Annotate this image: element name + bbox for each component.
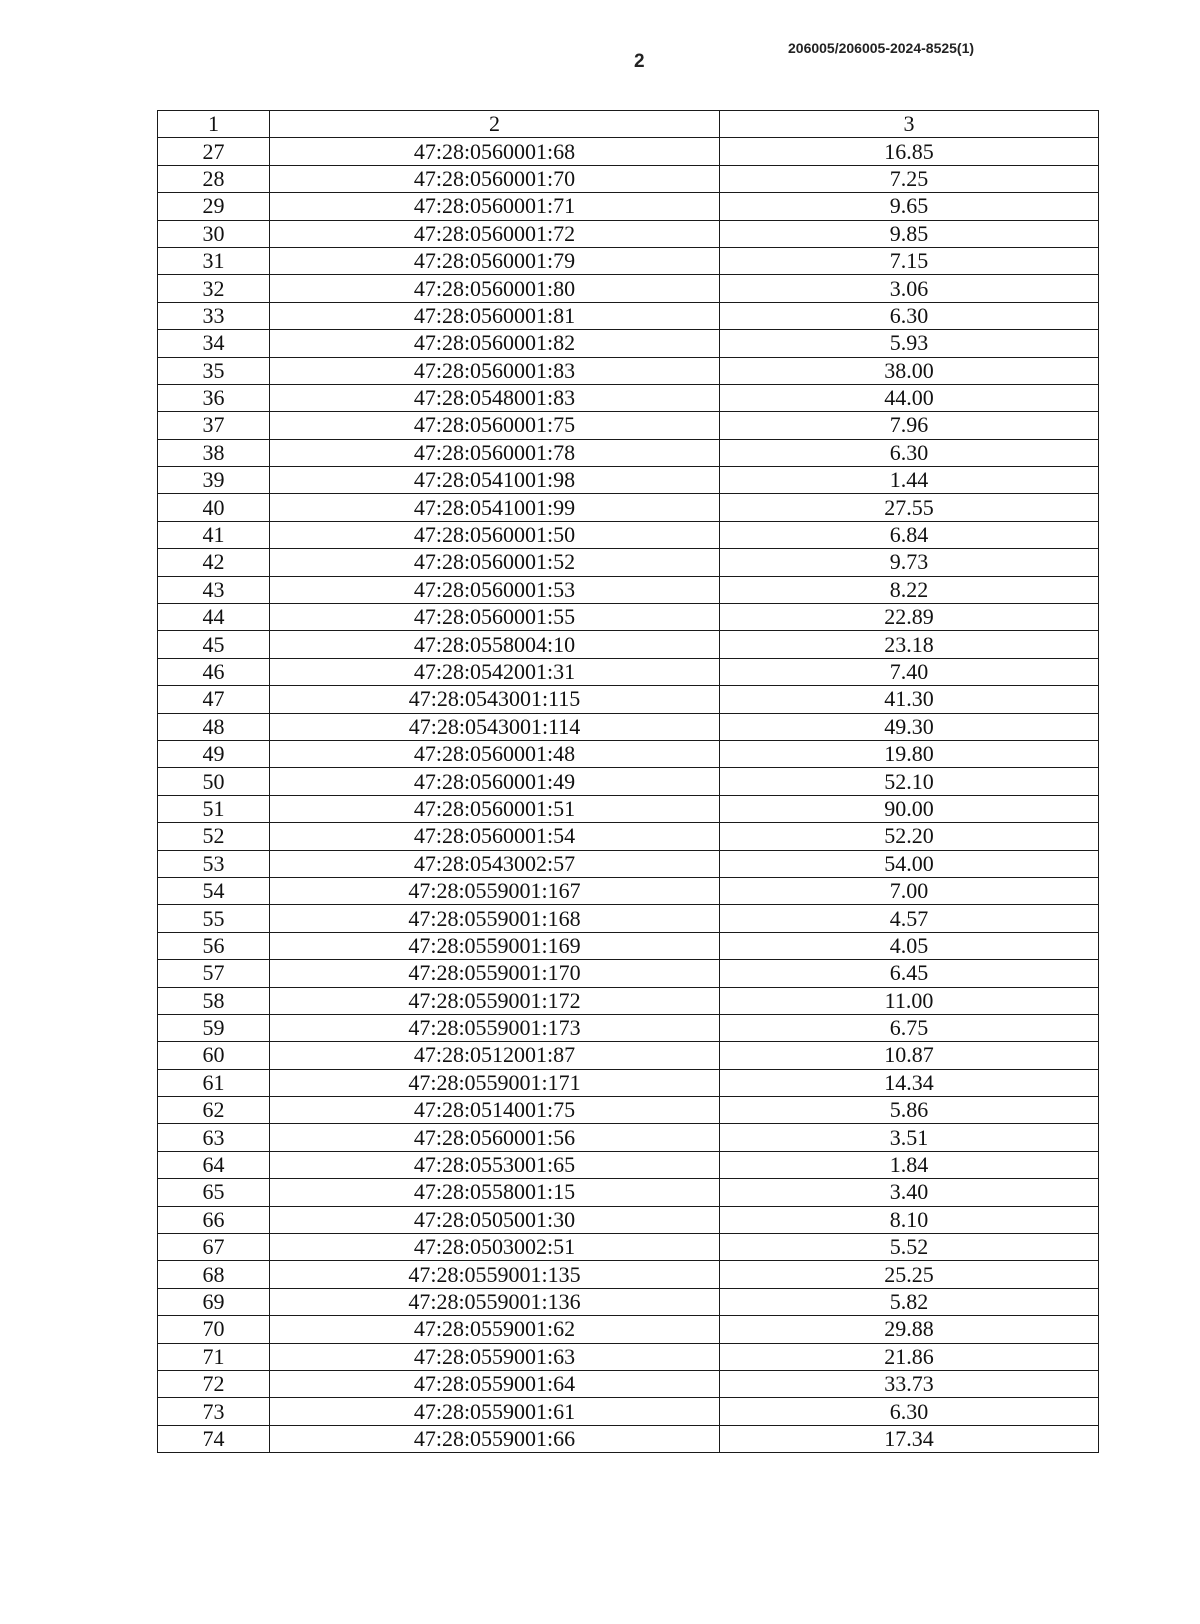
cell-number: 57 (158, 960, 270, 987)
table-row (158, 439, 1099, 466)
cell-cadastral-number: 47:28:0542001:31 (270, 658, 720, 685)
cell-value: 5.52 (720, 1234, 1099, 1261)
cell-value: 1.44 (720, 467, 1099, 494)
cell-value: 3.51 (720, 1124, 1099, 1151)
cell-number: 42 (158, 549, 270, 576)
cell-number: 60 (158, 1042, 270, 1069)
cell-cadastral-number: 47:28:0560001:80 (270, 275, 720, 302)
table-row (158, 1370, 1099, 1397)
cell-value: 21.86 (720, 1343, 1099, 1370)
cell-value: 4.05 (720, 932, 1099, 959)
table-row (158, 1316, 1099, 1343)
cell-cadastral-number: 47:28:0543001:114 (270, 713, 720, 740)
cell-cadastral-number: 47:28:0553001:65 (270, 1151, 720, 1178)
table-row (158, 960, 1099, 987)
cell-number: 28 (158, 165, 270, 192)
cell-number: 50 (158, 768, 270, 795)
cell-number: 46 (158, 658, 270, 685)
table-row (158, 193, 1099, 220)
table-row (158, 549, 1099, 576)
table-row (158, 1261, 1099, 1288)
cell-value: 7.00 (720, 877, 1099, 904)
data-table (157, 110, 1099, 1453)
table-row (158, 521, 1099, 548)
cell-cadastral-number: 47:28:0560001:68 (270, 138, 720, 165)
cell-cadastral-number: 47:28:0560001:50 (270, 521, 720, 548)
cell-cadastral-number: 47:28:0560001:82 (270, 330, 720, 357)
cell-value: 1.84 (720, 1151, 1099, 1178)
cell-number: 69 (158, 1288, 270, 1315)
cell-value: 90.00 (720, 795, 1099, 822)
cell-cadastral-number: 47:28:0560001:54 (270, 823, 720, 850)
cell-cadastral-number: 47:28:0503002:51 (270, 1234, 720, 1261)
table-row (158, 1234, 1099, 1261)
column-header-value: 3 (720, 111, 1099, 138)
cell-number: 54 (158, 877, 270, 904)
cell-cadastral-number: 47:28:0559001:135 (270, 1261, 720, 1288)
cell-value: 9.65 (720, 193, 1099, 220)
cell-cadastral-number: 47:28:0548001:83 (270, 384, 720, 411)
cell-value: 6.30 (720, 302, 1099, 329)
cell-value: 14.34 (720, 1069, 1099, 1096)
table-row (158, 1124, 1099, 1151)
cell-value: 6.30 (720, 1398, 1099, 1425)
cell-number: 38 (158, 439, 270, 466)
table-row (158, 1097, 1099, 1124)
table-row (158, 1343, 1099, 1370)
table-row (158, 357, 1099, 384)
cell-value: 54.00 (720, 850, 1099, 877)
table-row (158, 1206, 1099, 1233)
table-row (158, 412, 1099, 439)
cell-value: 29.88 (720, 1316, 1099, 1343)
table-row (158, 850, 1099, 877)
table-row (158, 165, 1099, 192)
cell-number: 62 (158, 1097, 270, 1124)
column-header-number: 1 (158, 111, 270, 138)
cell-value: 44.00 (720, 384, 1099, 411)
cell-cadastral-number: 47:28:0559001:167 (270, 877, 720, 904)
cell-cadastral-number: 47:28:0559001:61 (270, 1398, 720, 1425)
cell-value: 7.15 (720, 247, 1099, 274)
table-row (158, 1151, 1099, 1178)
cell-value: 8.10 (720, 1206, 1099, 1233)
cell-number: 74 (158, 1425, 270, 1452)
table-row (158, 604, 1099, 631)
cell-value: 49.30 (720, 713, 1099, 740)
cell-cadastral-number: 47:28:0559001:168 (270, 905, 720, 932)
cell-number: 39 (158, 467, 270, 494)
cell-value: 9.85 (720, 220, 1099, 247)
table-row (158, 795, 1099, 822)
cell-cadastral-number: 47:28:0560001:55 (270, 604, 720, 631)
cell-cadastral-number: 47:28:0543001:115 (270, 686, 720, 713)
table-row (158, 467, 1099, 494)
cell-number: 49 (158, 740, 270, 767)
table-row (158, 1069, 1099, 1096)
cell-value: 6.75 (720, 1014, 1099, 1041)
cell-cadastral-number: 47:28:0505001:30 (270, 1206, 720, 1233)
cell-number: 55 (158, 905, 270, 932)
cell-number: 63 (158, 1124, 270, 1151)
cell-number: 52 (158, 823, 270, 850)
cell-value: 52.10 (720, 768, 1099, 795)
cell-cadastral-number: 47:28:0560001:51 (270, 795, 720, 822)
cell-value: 16.85 (720, 138, 1099, 165)
cell-cadastral-number: 47:28:0559001:62 (270, 1316, 720, 1343)
table-row (158, 576, 1099, 603)
cell-cadastral-number: 47:28:0560001:49 (270, 768, 720, 795)
cell-number: 37 (158, 412, 270, 439)
cell-value: 33.73 (720, 1370, 1099, 1397)
cell-number: 48 (158, 713, 270, 740)
cell-cadastral-number: 47:28:0559001:66 (270, 1425, 720, 1452)
cell-value: 3.40 (720, 1179, 1099, 1206)
table-header-row (158, 111, 1099, 138)
cell-value: 11.00 (720, 987, 1099, 1014)
cell-number: 58 (158, 987, 270, 1014)
cell-number: 41 (158, 521, 270, 548)
cell-cadastral-number: 47:28:0560001:83 (270, 357, 720, 384)
table-row (158, 138, 1099, 165)
cell-cadastral-number: 47:28:0560001:53 (270, 576, 720, 603)
cell-cadastral-number: 47:28:0559001:172 (270, 987, 720, 1014)
table-row (158, 220, 1099, 247)
cell-value: 38.00 (720, 357, 1099, 384)
cell-value: 27.55 (720, 494, 1099, 521)
table-row (158, 1425, 1099, 1452)
cell-value: 17.34 (720, 1425, 1099, 1452)
table-row (158, 823, 1099, 850)
cell-cadastral-number: 47:28:0541001:99 (270, 494, 720, 521)
cell-number: 40 (158, 494, 270, 521)
cell-cadastral-number: 47:28:0560001:72 (270, 220, 720, 247)
table-row (158, 1398, 1099, 1425)
cell-cadastral-number: 47:28:0560001:56 (270, 1124, 720, 1151)
cell-cadastral-number: 47:28:0541001:98 (270, 467, 720, 494)
table-row (158, 494, 1099, 521)
cell-number: 43 (158, 576, 270, 603)
table-row (158, 713, 1099, 740)
cell-value: 8.22 (720, 576, 1099, 603)
cell-cadastral-number: 47:28:0559001:136 (270, 1288, 720, 1315)
cell-number: 45 (158, 631, 270, 658)
table-row (158, 330, 1099, 357)
cell-number: 53 (158, 850, 270, 877)
cell-cadastral-number: 47:28:0543002:57 (270, 850, 720, 877)
cell-value: 22.89 (720, 604, 1099, 631)
cell-number: 35 (158, 357, 270, 384)
table-row (158, 658, 1099, 685)
cell-number: 47 (158, 686, 270, 713)
cell-cadastral-number: 47:28:0560001:71 (270, 193, 720, 220)
cell-number: 51 (158, 795, 270, 822)
cell-cadastral-number: 47:28:0560001:70 (270, 165, 720, 192)
cell-value: 7.96 (720, 412, 1099, 439)
table-row (158, 987, 1099, 1014)
table-row (158, 932, 1099, 959)
cell-number: 29 (158, 193, 270, 220)
cell-number: 68 (158, 1261, 270, 1288)
table-row (158, 768, 1099, 795)
cell-value: 5.82 (720, 1288, 1099, 1315)
cell-number: 73 (158, 1398, 270, 1425)
cell-cadastral-number: 47:28:0558004:10 (270, 631, 720, 658)
cell-value: 25.25 (720, 1261, 1099, 1288)
cell-number: 30 (158, 220, 270, 247)
cell-cadastral-number: 47:28:0560001:75 (270, 412, 720, 439)
table-row (158, 275, 1099, 302)
cell-number: 64 (158, 1151, 270, 1178)
cell-cadastral-number: 47:28:0560001:79 (270, 247, 720, 274)
cell-number: 27 (158, 138, 270, 165)
table-row (158, 740, 1099, 767)
cell-number: 31 (158, 247, 270, 274)
cell-number: 56 (158, 932, 270, 959)
table-row (158, 631, 1099, 658)
cell-value: 3.06 (720, 275, 1099, 302)
cell-value: 19.80 (720, 740, 1099, 767)
table-row (158, 905, 1099, 932)
cell-number: 67 (158, 1234, 270, 1261)
cell-value: 7.25 (720, 165, 1099, 192)
cell-value: 4.57 (720, 905, 1099, 932)
cell-value: 23.18 (720, 631, 1099, 658)
table-row (158, 247, 1099, 274)
table-row (158, 1179, 1099, 1206)
cell-value: 7.40 (720, 658, 1099, 685)
cell-value: 6.45 (720, 960, 1099, 987)
cell-cadastral-number: 47:28:0560001:52 (270, 549, 720, 576)
page-number: 2 (634, 51, 645, 72)
table-row (158, 1042, 1099, 1069)
cell-value: 5.93 (720, 330, 1099, 357)
table-row (158, 384, 1099, 411)
cell-value: 6.84 (720, 521, 1099, 548)
cell-number: 36 (158, 384, 270, 411)
cell-number: 72 (158, 1370, 270, 1397)
cell-number: 59 (158, 1014, 270, 1041)
table-row (158, 877, 1099, 904)
cell-number: 34 (158, 330, 270, 357)
table-row (158, 1014, 1099, 1041)
cell-number: 65 (158, 1179, 270, 1206)
column-header-cadastral: 2 (270, 111, 720, 138)
cell-cadastral-number: 47:28:0559001:171 (270, 1069, 720, 1096)
cell-cadastral-number: 47:28:0559001:169 (270, 932, 720, 959)
cell-number: 33 (158, 302, 270, 329)
cell-cadastral-number: 47:28:0512001:87 (270, 1042, 720, 1069)
cell-value: 41.30 (720, 686, 1099, 713)
cell-cadastral-number: 47:28:0558001:15 (270, 1179, 720, 1206)
cell-cadastral-number: 47:28:0560001:78 (270, 439, 720, 466)
cell-cadastral-number: 47:28:0559001:173 (270, 1014, 720, 1041)
cell-number: 44 (158, 604, 270, 631)
cell-cadastral-number: 47:28:0560001:81 (270, 302, 720, 329)
cell-cadastral-number: 47:28:0560001:48 (270, 740, 720, 767)
cell-cadastral-number: 47:28:0514001:75 (270, 1097, 720, 1124)
cell-value: 9.73 (720, 549, 1099, 576)
table-body (158, 138, 1099, 1453)
cell-number: 32 (158, 275, 270, 302)
cell-number: 71 (158, 1343, 270, 1370)
cell-number: 61 (158, 1069, 270, 1096)
cell-value: 6.30 (720, 439, 1099, 466)
cell-value: 5.86 (720, 1097, 1099, 1124)
cell-cadastral-number: 47:28:0559001:170 (270, 960, 720, 987)
cell-value: 10.87 (720, 1042, 1099, 1069)
document-id: 206005/206005-2024-8525(1) (788, 40, 975, 56)
table-row (158, 302, 1099, 329)
cell-cadastral-number: 47:28:0559001:64 (270, 1370, 720, 1397)
cell-number: 70 (158, 1316, 270, 1343)
table-row (158, 1288, 1099, 1315)
cell-number: 66 (158, 1206, 270, 1233)
cell-value: 52.20 (720, 823, 1099, 850)
cell-cadastral-number: 47:28:0559001:63 (270, 1343, 720, 1370)
table-row (158, 686, 1099, 713)
